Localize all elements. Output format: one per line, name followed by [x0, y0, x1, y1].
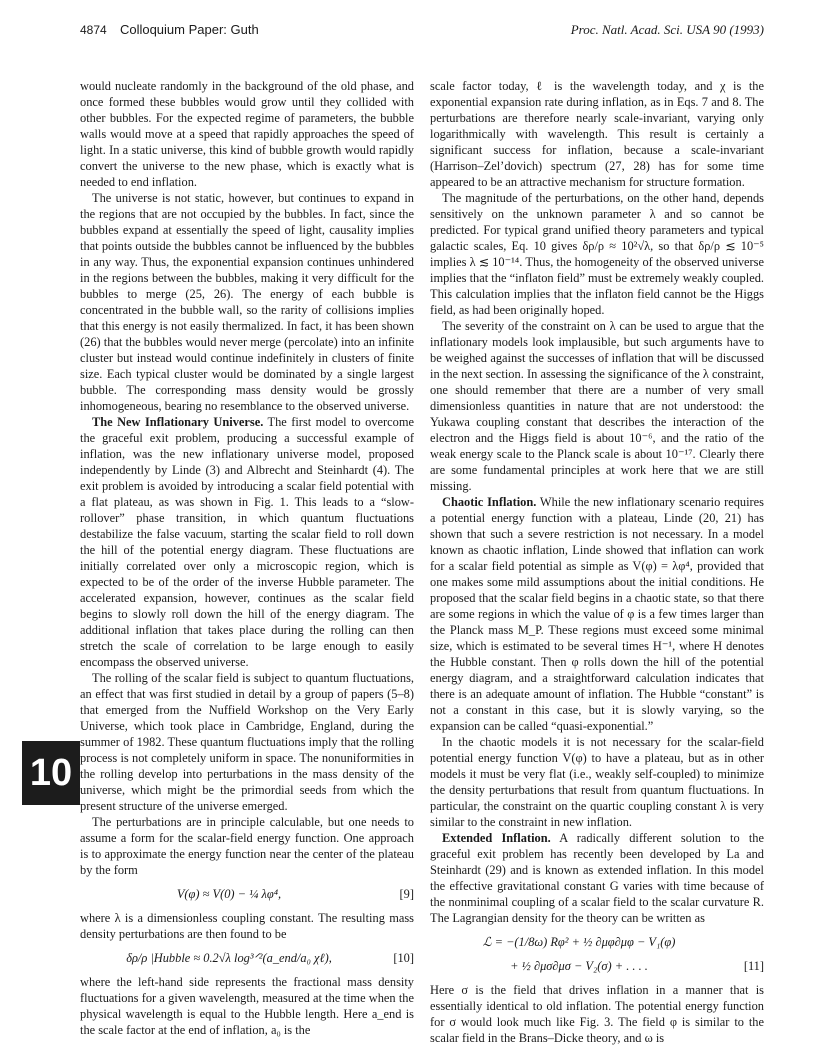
equation-9 [80, 886, 414, 902]
paragraph [80, 414, 414, 670]
left-column [80, 78, 414, 1038]
right-column [430, 78, 764, 1046]
paragraph: where the left-hand side represents the fractional mass density fluctuations for a given wavelength, measured at the time when the physical wavelength is equal to the Hubble length. Here a_end is the scale factor at the end of inflation, a₀ is the [80, 975, 414, 1037]
paragraph: In the chaotic models it is not necessary for the scalar-field potential energy function V(φ) to have a plateau, but as in other models it must be very flat (i.e., weakly self-coupled) to minimize the density perturbations that result from quantum fluctuations. In particular, the constraint on the quartic coupling constant λ is very similar to the constraint in new inflation. [430, 735, 764, 829]
equation-11-line-1 [430, 934, 764, 950]
equation-11-line-2 [430, 958, 764, 974]
paragraph: would nucleate randomly in the background of the old phase, and once formed these bubbles would grow until they collided with other bubbles. For the expected regime of parameters, the bubble walls would move at a speed that rapidly approaches the speed of light. In a static universe, this kind of bubble growth would rapidly convert the universe to the new phase, which is exactly what is needed to end inflation. [80, 79, 414, 189]
paragraph: The perturbations are in principle calculable, but one needs to assume a form for the scalar-field energy function. One approach is to approximate the energy function near the center of the plateau by the form [80, 815, 414, 877]
paragraph: The universe is not static, however, but continues to expand in the regions that are not occupied by the bubbles. In fact, since the bubbles expand at essentially the speed of light, causality implies that points outside the bubbles cannot be influenced by the bubbles in any way. Thus, the exponential expansion continues unhindered in the regions between the bubbles, making it very difficult for the bubbles to merge (25, 26). The energy of each bubble is concentrated in the bubble wall, so the rarity of collisions implies that this energy is not easily thermalized. In fact, it has been shown (26) that the bubbles would never merge (percolate) into an infinite cluster but instead would continue indefinitely in clusters of finite size. Each typical cluster would be dominated by a single largest bubble. The corresponding mass density would be grossly inhomogeneous, bearing no resemblance to the observed universe. [80, 191, 414, 413]
paragraph: where λ is a dimensionless coupling constant. The resulting mass density perturbations are then found to be [80, 911, 414, 941]
paper-title: Colloquium Paper: Guth [119, 22, 259, 37]
paragraph: The rolling of the scalar field is subject to quantum fluctuations, an effect that was first studied in detail by a group of papers (5–8) that emerged from the Nuffield Workshop on the Very Early Universe, which took place in Cambridge, England, during the summer of 1982. These quantum fluctuations imply that the rolling process is not completely uniform in space. The nonuniformities in the rolling develop into perturbations in the mass density of the universe, which might be the primordial seeds from which the present structure of the universe emerged. [80, 671, 414, 813]
equation-expression: + ½ ∂μσ∂μσ − V₂(σ) + . . . . [510, 959, 648, 973]
paragraph: The magnitude of the perturbations, on the other hand, depends sensitively on the unknown parameter λ and so cannot be predicted. For typical grand unified theory parameters and typical galactic scales, Eq. 10 gives δρ/ρ ≈ 10²√λ, so that δρ/ρ ≲ 10⁻⁵ implies λ ≲ 10⁻¹⁴. Thus, the homogeneity of the observed universe implies that the “inflaton field” must be extremely weakly coupled. This calculation implies that the inflaton field cannot be the Higgs field, as had been originally hoped. [430, 191, 764, 317]
equation-expression: V(φ) ≈ V(0) − ¼ λφ⁴, [176, 887, 282, 901]
section-tab: 10 [22, 741, 80, 805]
journal-citation: Proc. Natl. Acad. Sci. USA 90 (1993) [570, 22, 764, 37]
paragraph: Here σ is the field that drives inflation in a manner that is essentially identical to old inflation. The potential energy function for σ would look much like Fig. 3. The field φ is similar to the scalar field in the Brans–Dicke theory, and ω is [430, 983, 764, 1045]
equation-expression: ℒ = −(1/8ω) Rφ² + ½ ∂μφ∂μφ − V₁(φ) [482, 935, 676, 949]
paragraph-text: The first model to overcome the graceful exit problem, producing a successful example of inflation, was the new inflationary universe model, proposed independently by Linde (3) and Albrecht and Steinhardt (4). The exit problem is avoided by introducing a scalar field potential with a flat plateau, as was shown in Fig. 1. This leads to a “slow-rollover” phase transition, in which quantum fluctuations destabilize the false vacuum, starting the scalar field to roll down the hill of the potential energy diagram. These fluctuations are initially correlated over only a microscopic region, which is expected to be of the order of the inverse Hubble parameter. The accelerated expansion, however, continues as the scalar field begins to slowly roll down the hill of the energy diagram. The additional inflation that takes place during the rolling can then stretch the scale of correlation to be large enough to easily encompass the observed universe. [80, 415, 414, 669]
section-heading: Chaotic Inflation. [442, 495, 537, 509]
equation-expression: δρ/ρ |Hubble ≈ 0.2√λ log³ᐟ²(a_end/a₀ χℓ), [126, 951, 332, 965]
paragraph-text: A radically different solution to the graceful exit problem has recently been developed by La and Steinhardt (29) and is known as extended inflation. In this model the effective gravitational constant G varies with time because of the nonminimal coupling of a scalar field to the scalar curvature R. The Lagrangian density for the theory can be written as [430, 831, 764, 925]
section-heading: The New Inflationary Universe. [92, 415, 264, 429]
paragraph-text: While the new inflationary scenario requires a potential energy function with a plateau, Linde (20, 21) has shown that such a severe restriction is not necessary. In a model known as chaotic inflation, Linde showed that inflation can work for a scalar field potential as simple as V(φ) = λφ⁴, provided that one makes some mild assumptions about the initial conditions. He proposed that the scalar field begins in a chaotic state, so that there are some regions in which the value of φ is a few times larger than the Planck mass M_P. These regions must exceed some minimal size, which is estimated to be several times H⁻¹, where H denotes the Hubble constant. Then φ rolls down the hill of the potential energy diagram, and a straightforward calculation indicates that there is an adequate amount of inflation. The Hubble “constant” is not a constant in this case, but it is slowly varying, so the expansion can be called “quasi-exponential.” [430, 495, 764, 733]
equation-number: [10] [393, 951, 414, 965]
running-header-left [80, 22, 259, 38]
equation-number: [9] [399, 887, 414, 901]
page-number: 4874 [80, 23, 107, 37]
equation-number: [11] [743, 959, 764, 973]
paragraph: The severity of the constraint on λ can be used to argue that the inflationary models look implausible, but such arguments have to be weighed against the successes of inflation that will be discussed in the next section. In assessing the significance of the λ constraint, one should remember that there are a number of very small dimensionless quantities in nature that are not understood: the Yukawa coupling constant that describes the interaction of the electron and the Higgs field is about 10⁻⁶, and the ratio of the weak energy scale to the Planck scale is about 10⁻¹⁷. Clearly there are some fundamental principles at work here that we are still missing. [430, 319, 764, 493]
paragraph [430, 494, 764, 734]
paragraph: scale factor today, ℓ is the wavelength today, and χ is the exponential expansion rate during inflation, as in Eqs. 7 and 8. The perturbations are therefore nearly scale-invariant, varying only logarithmically with wavelength. This result is certainly a significant success for inflation, because a scale-invariant (Harrison–Zel’dovich) spectrum (27, 28) has for some time appeared to be an attractive mechanism for structure formation. [430, 79, 764, 189]
paragraph [430, 830, 764, 926]
equation-10 [80, 950, 414, 966]
section-heading: Extended Inflation. [442, 831, 551, 845]
